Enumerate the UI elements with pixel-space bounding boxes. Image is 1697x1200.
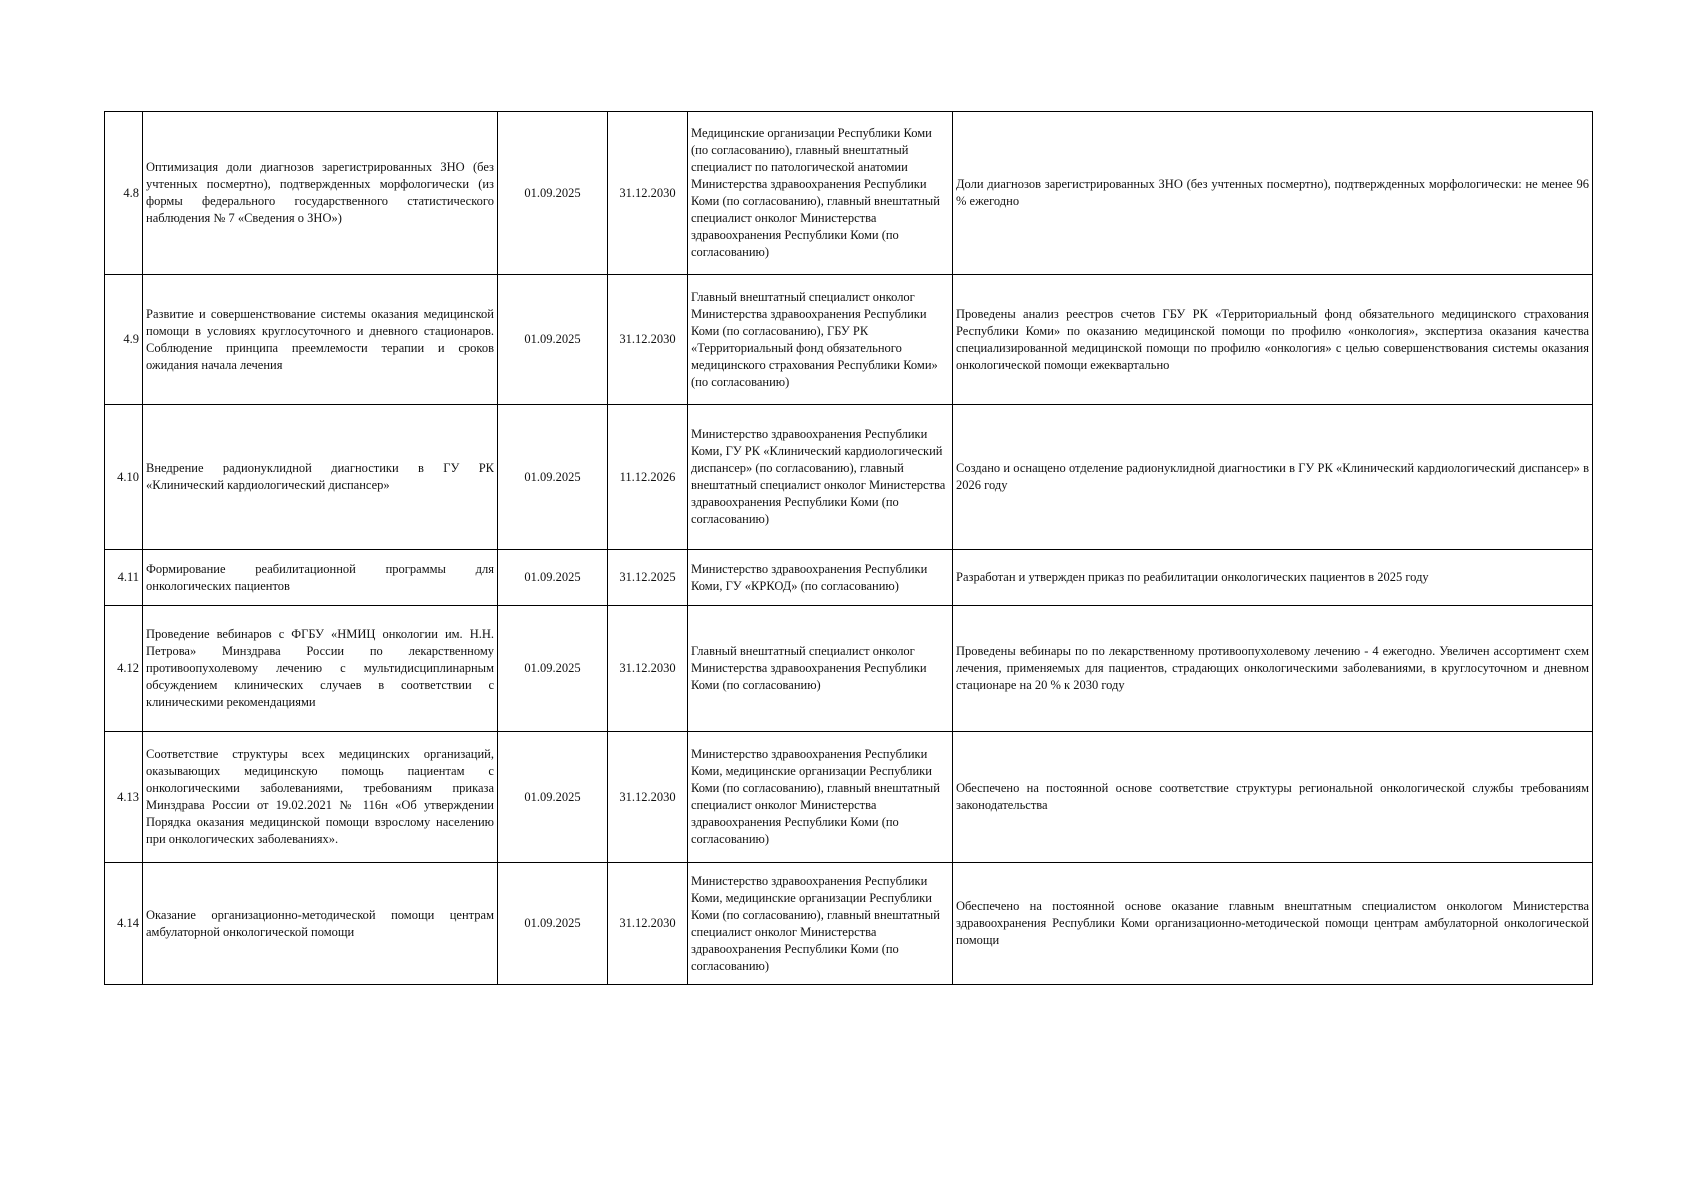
expected-result: Создано и оснащено отделение радионуклидной диагностики в ГУ РК «Клинический кардиологический диспансер» в 2026 году (953, 405, 1593, 550)
row-number: 4.8 (105, 112, 143, 275)
end-date: 11.12.2026 (608, 405, 688, 550)
start-date: 01.09.2025 (498, 732, 608, 863)
measure-name: Соответствие структуры всех медицинских организаций, оказывающих медицинскую помощь пациентам с онкологическими заболеваниями, требованиям приказа Минздрава России от 19.02.2021 № 116н «Об утверждении Порядка оказания медицинской помощи взрослому населению при онкологических заболеваниях». (143, 732, 498, 863)
responsible-parties: Министерство здравоохранения Республики Коми, ГУ РК «Клинический кардиологический диспансер» (по согласованию), главный внештатный специалист онколог Министерства здравоохранения Республики Коми (по согласованию) (688, 405, 953, 550)
row-number: 4.9 (105, 275, 143, 405)
expected-result: Обеспечено на постоянной основе оказание главным внештатным специалистом онкологом Министерства здравоохранения Республики Коми организационно-методической помощи центрам амбулаторной онкологической помощи (953, 863, 1593, 985)
measure-name: Проведение вебинаров с ФГБУ «НМИЦ онкологии им. Н.Н. Петрова» Минздрава России по лекарственному противоопухолевому лечению с мультидисциплинарным обсуждением клинических случаев в соответствии с клиническими рекомендациями (143, 606, 498, 732)
expected-result: Обеспечено на постоянной основе соответствие структуры региональной онкологической службы требованиям законодательства (953, 732, 1593, 863)
table-row (105, 606, 1593, 732)
row-number: 4.14 (105, 863, 143, 985)
table-row (105, 112, 1593, 275)
start-date: 01.09.2025 (498, 863, 608, 985)
start-date: 01.09.2025 (498, 405, 608, 550)
measure-name: Развитие и совершенствование системы оказания медицинской помощи в условиях круглосуточного и дневного стационаров. Соблюдение принципа преемлемости терапии и сроков ожидания начала лечения (143, 275, 498, 405)
row-number: 4.11 (105, 550, 143, 606)
responsible-parties: Министерство здравоохранения Республики Коми, медицинские организации Республики Коми (по согласованию), главный внештатный специалист онколог Министерства здравоохранения Республики Коми (по согласованию) (688, 863, 953, 985)
responsible-parties: Главный внештатный специалист онколог Министерства здравоохранения Республики Коми (по согласованию) (688, 606, 953, 732)
responsible-parties: Министерство здравоохранения Республики Коми, медицинские организации Республики Коми (по согласованию), главный внештатный специалист онколог Министерства здравоохранения Республики Коми (по согласованию) (688, 732, 953, 863)
expected-result: Доли диагнозов зарегистрированных ЗНО (без учтенных посмертно), подтвержденных морфологически: не менее 96 % ежегодно (953, 112, 1593, 275)
end-date: 31.12.2030 (608, 863, 688, 985)
table-row (105, 732, 1593, 863)
table-row (105, 275, 1593, 405)
table-row (105, 550, 1593, 606)
end-date: 31.12.2030 (608, 606, 688, 732)
responsible-parties: Главный внештатный специалист онколог Министерства здравоохранения Республики Коми (по согласованию), ГБУ РК «Территориальный фонд обязательного медицинского страхования Республики Коми» (по согласованию) (688, 275, 953, 405)
end-date: 31.12.2025 (608, 550, 688, 606)
end-date: 31.12.2030 (608, 732, 688, 863)
start-date: 01.09.2025 (498, 606, 608, 732)
measure-name: Оптимизация доли диагнозов зарегистрированных ЗНО (без учтенных посмертно), подтвержденных морфологически (из формы федерального государственного статистического наблюдения № 7 «Сведения о ЗНО») (143, 112, 498, 275)
row-number: 4.12 (105, 606, 143, 732)
start-date: 01.09.2025 (498, 275, 608, 405)
end-date: 31.12.2030 (608, 112, 688, 275)
action-plan-table (104, 111, 1593, 985)
expected-result: Разработан и утвержден приказ по реабилитации онкологических пациентов в 2025 году (953, 550, 1593, 606)
row-number: 4.10 (105, 405, 143, 550)
table-row (105, 405, 1593, 550)
start-date: 01.09.2025 (498, 550, 608, 606)
row-number: 4.13 (105, 732, 143, 863)
expected-result: Проведены анализ реестров счетов ГБУ РК «Территориальный фонд обязательного медицинского страхования Республики Коми» по оказанию медицинской помощи по профилю «онкология», экспертиза оказания качества специализированной медицинской помощи по профилю «онкология» с целью совершенствования системы оказания онкологической помощи ежеквартально (953, 275, 1593, 405)
start-date: 01.09.2025 (498, 112, 608, 275)
table-body (105, 112, 1593, 985)
measure-name: Формирование реабилитационной программы для онкологических пациентов (143, 550, 498, 606)
table-row (105, 863, 1593, 985)
end-date: 31.12.2030 (608, 275, 688, 405)
measure-name: Оказание организационно-методической помощи центрам амбулаторной онкологической помощи (143, 863, 498, 985)
expected-result: Проведены вебинары по по лекарственному противоопухолевому лечению - 4 ежегодно. Увеличен ассортимент схем лечения, применяемых для пациентов, страдающих онкологическими заболеваниями, в круглосуточном и дневном стационаре на 20 % к 2030 году (953, 606, 1593, 732)
measure-name: Внедрение радионуклидной диагностики в ГУ РК «Клинический кардиологический диспансер» (143, 405, 498, 550)
responsible-parties: Медицинские организации Республики Коми (по согласованию), главный внештатный специалист по патологической анатомии Министерства здравоохранения Республики Коми (по согласованию), главный внештатный специалист онколог Министерства здравоохранения Республики Коми (по согласованию) (688, 112, 953, 275)
responsible-parties: Министерство здравоохранения Республики Коми, ГУ «КРКОД» (по согласованию) (688, 550, 953, 606)
